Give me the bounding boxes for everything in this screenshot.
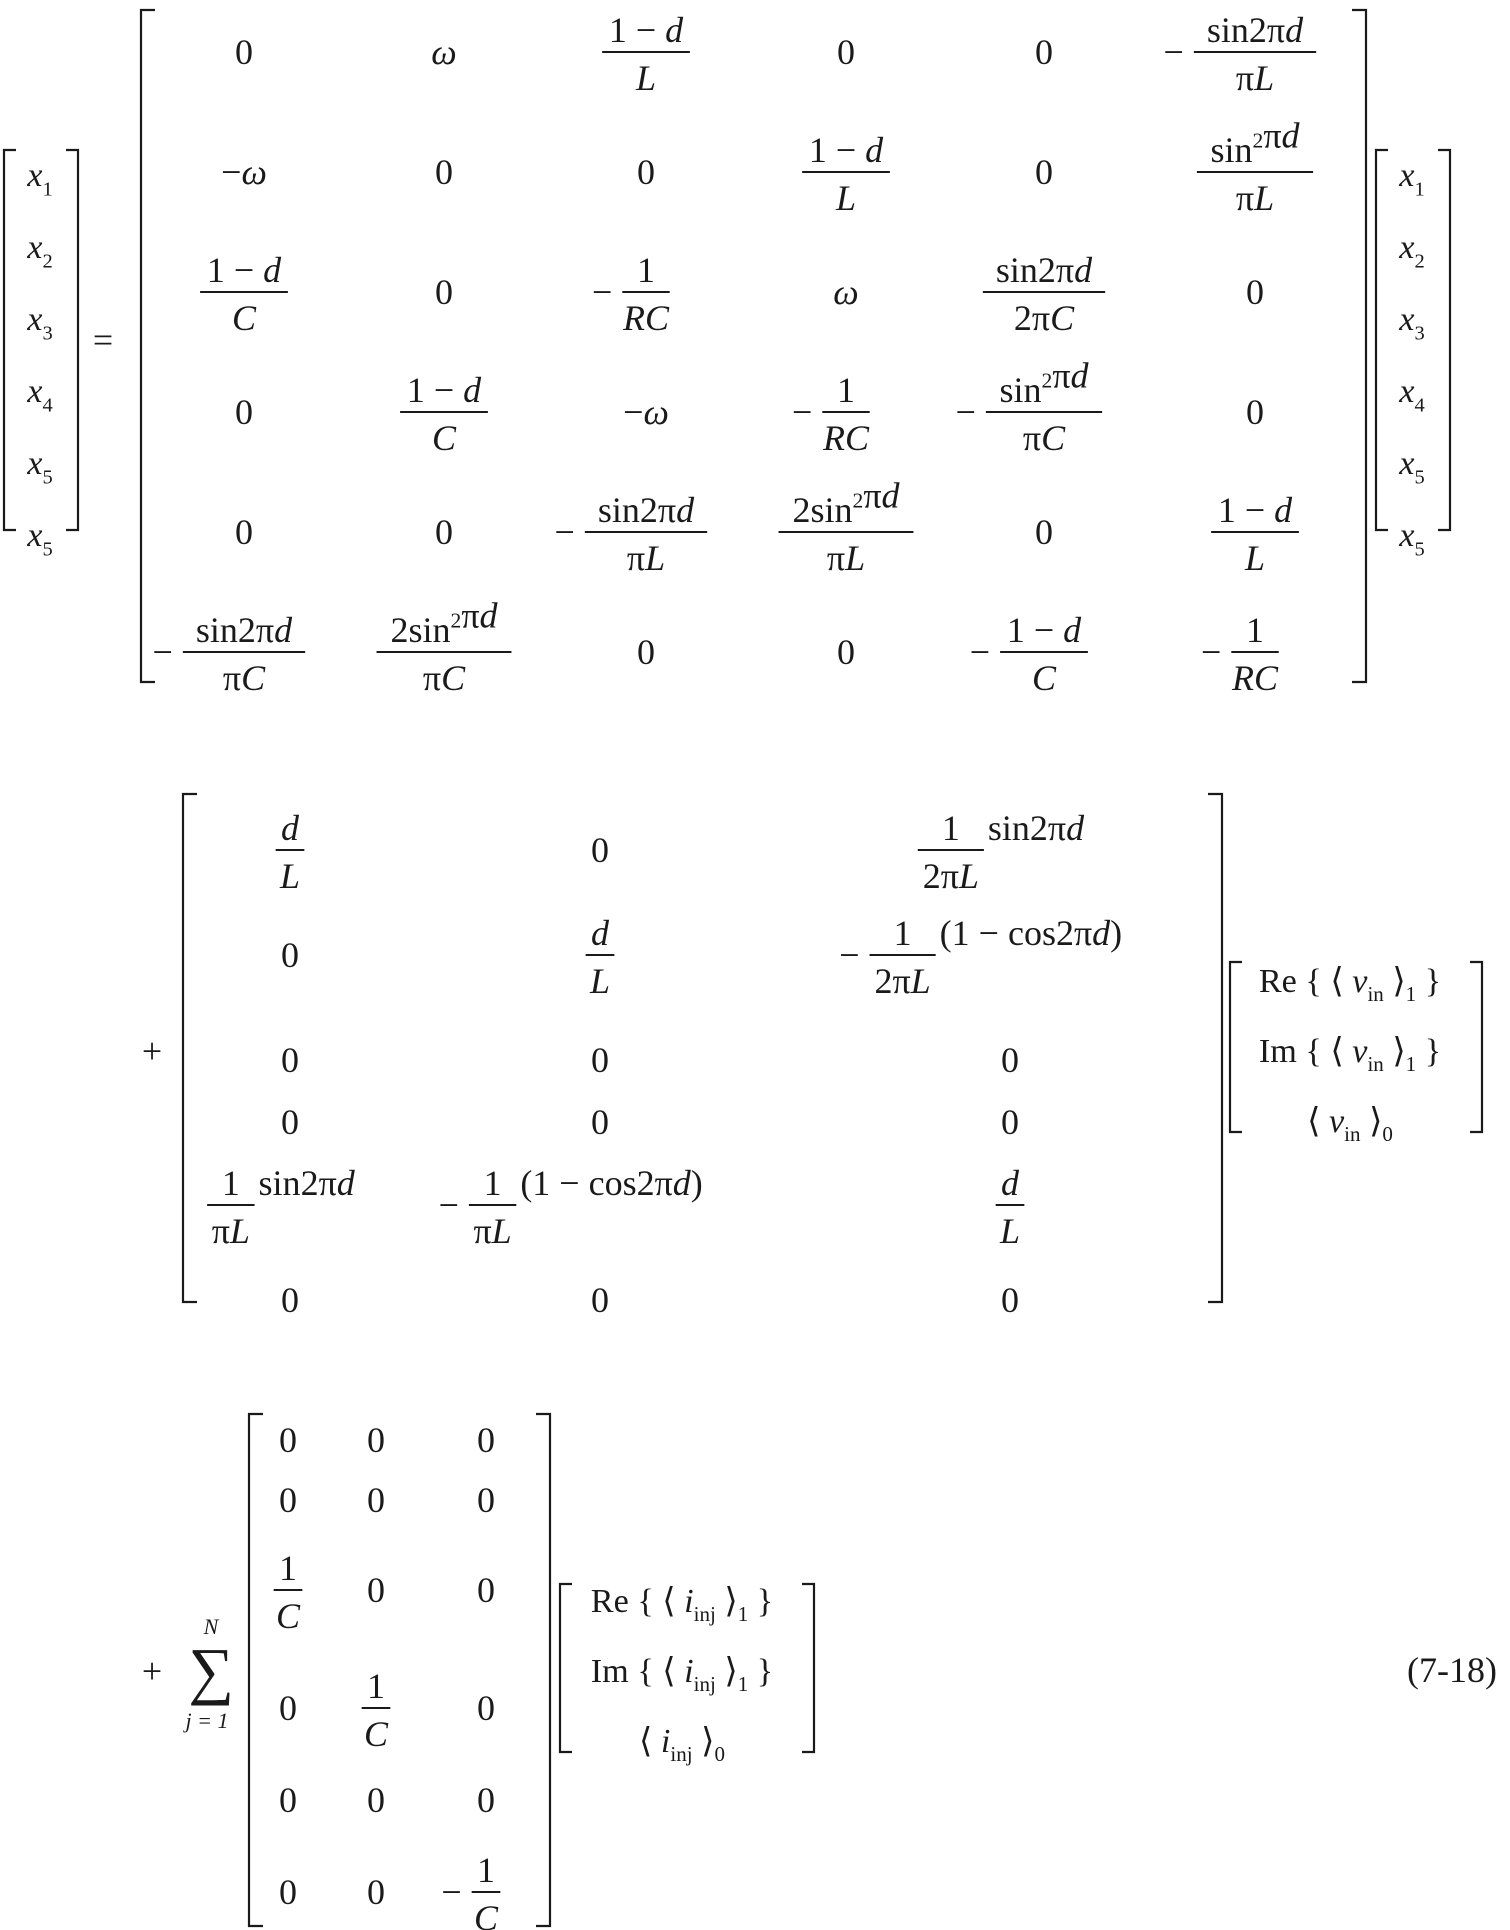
fraction-cell	[1201, 610, 1279, 698]
denominator: RC	[1231, 658, 1279, 698]
summation-operator	[183, 1614, 234, 1733]
numerator: sin2πd	[597, 490, 695, 530]
fraction-cell	[956, 356, 1103, 458]
matrix-cell: 0	[279, 1688, 297, 1728]
fraction-cell	[996, 1163, 1025, 1251]
numerator: $2\sin^2\pi d$	[792, 475, 900, 530]
denominator: 2πC	[1013, 298, 1075, 338]
numerator: 1	[367, 1666, 385, 1706]
left-bracket	[4, 150, 16, 530]
summation-upper-limit: N	[203, 1614, 219, 1639]
fraction-cell	[802, 130, 890, 218]
denominator: L	[635, 58, 657, 98]
matrix-cell: 0	[1246, 392, 1264, 432]
denominator: πC	[222, 658, 266, 698]
fraction-cell	[602, 10, 690, 98]
equals-sign: =	[92, 320, 114, 360]
left-bracket	[1376, 150, 1388, 530]
matrix-cell: 0	[235, 392, 253, 432]
fraction-cell	[362, 1666, 391, 1754]
matrix-cell: 0	[235, 32, 253, 72]
fraction-sign: −	[152, 632, 173, 672]
denominator: πL	[473, 1211, 512, 1251]
input-vector-entry: Im { ⟨ $v_{in}$ $⟩_1$ }	[1258, 1033, 1442, 1076]
fraction-cell	[400, 370, 488, 458]
fraction-cell	[592, 250, 670, 338]
numerator: 1	[221, 1163, 240, 1203]
right-bracket	[1438, 150, 1450, 530]
fraction-tail: (1 − cos2πd)	[520, 1163, 703, 1203]
fraction-sign: −	[554, 512, 575, 552]
denominator: C	[431, 418, 457, 458]
denominator: πC	[422, 658, 466, 698]
numerator: $\sin^2\pi d$	[999, 355, 1089, 410]
denominator: L	[835, 178, 857, 218]
vector-entry: $x_5$	[1399, 445, 1425, 489]
matrix-cell: 0	[281, 935, 299, 975]
matrix-cell: 0	[477, 1570, 495, 1610]
summation-lower-limit: j = 1	[185, 1708, 229, 1733]
fraction-cell	[983, 250, 1105, 338]
matrix-cell: 0	[435, 272, 453, 312]
input-vector-vin	[1230, 962, 1482, 1146]
denominator: πC	[1022, 418, 1066, 458]
matrix-a	[141, 10, 1366, 698]
numerator: 1	[483, 1163, 502, 1203]
matrix-cell: 0	[477, 1780, 495, 1820]
matrix-cell: ω	[833, 272, 859, 312]
fraction-tail: (1 − cos2πd)	[939, 913, 1123, 953]
denominator: L	[1244, 538, 1266, 578]
right-bracket	[802, 1584, 814, 1752]
input-vector-entry: ⟨ $v_{in}$ $⟩_0$	[1307, 1103, 1393, 1146]
denominator: 2πL	[922, 856, 979, 896]
matrix-cell: 0	[279, 1780, 297, 1820]
fraction-sign: −	[969, 632, 991, 672]
vector-entry: $x_4$	[1399, 373, 1425, 417]
matrix-cell: 0	[435, 152, 453, 192]
numerator: 1	[279, 1548, 297, 1588]
matrix-cell: 0	[235, 512, 253, 552]
vector-entry: $x_2$	[27, 229, 53, 273]
numerator: 1 − d	[406, 370, 482, 410]
denominator: C	[275, 1596, 301, 1636]
matrix-cell: 0	[1035, 512, 1053, 552]
fraction-cell	[200, 250, 288, 338]
right-bracket	[1208, 794, 1222, 1302]
vector-entry: $x_5$	[27, 517, 53, 561]
fraction-sign: −	[591, 272, 613, 312]
numerator: 1	[477, 1850, 495, 1890]
numerator: d	[281, 808, 299, 848]
vector-entry: $x_4$	[27, 373, 53, 417]
denominator: C	[363, 1714, 389, 1754]
matrix-cell: 0	[1001, 1040, 1019, 1080]
fraction-cell	[1211, 490, 1299, 578]
input-vector-entry: ⟨ $i_{inj}$ $⟩_0$	[639, 1723, 725, 1766]
vector-entry: $x_3$	[1399, 301, 1425, 345]
denominator: L	[589, 961, 611, 1001]
vector-entry: $x_3$	[27, 301, 53, 345]
fraction-sign: −	[1163, 32, 1184, 72]
left-bracket	[560, 1584, 572, 1752]
fraction-sign: −	[955, 392, 976, 432]
input-vector-entry: Im { ⟨ $i_{inj}$ $⟩_1$ }	[590, 1653, 774, 1696]
matrix-cell: 0	[367, 1570, 385, 1610]
fraction-cell	[276, 808, 305, 896]
numerator: 1 − d	[1006, 610, 1082, 650]
denominator: πL	[211, 1211, 250, 1251]
denominator: πL	[826, 538, 866, 578]
vector-entry: $x_1$	[27, 157, 53, 201]
plus-sign-injection-term: +	[141, 1651, 163, 1691]
fraction-sign: −	[438, 1185, 459, 1225]
fraction-sign: −	[441, 1872, 462, 1912]
fraction-cell	[918, 808, 984, 896]
denominator: C	[231, 298, 257, 338]
numerator: 1	[637, 250, 655, 290]
fraction-cell	[586, 913, 615, 1001]
denominator: πL	[1235, 58, 1275, 98]
matrix-cell: 0	[591, 830, 609, 870]
matrix-cell: 0	[435, 512, 453, 552]
numerator: $\sin^2\pi d$	[1210, 115, 1300, 170]
matrix-b	[183, 794, 1222, 1320]
plus-sign-input-term: +	[141, 1031, 163, 1071]
denominator: L	[279, 856, 301, 896]
numerator: 1	[837, 370, 855, 410]
matrix-cell: 0	[281, 1040, 299, 1080]
denominator: C	[1031, 658, 1057, 698]
fraction-cell	[1197, 116, 1313, 218]
matrix-cell: 0	[281, 1280, 299, 1320]
numerator: 1 − d	[608, 10, 684, 50]
matrix-cell: −ω	[221, 152, 267, 192]
matrix-cell: 0	[1035, 152, 1053, 192]
fraction-sign: −	[791, 392, 813, 432]
matrix-d	[249, 1414, 550, 1930]
matrix-cell: 0	[637, 152, 655, 192]
numerator: d	[1001, 1163, 1019, 1203]
numerator: sin2πd	[1206, 10, 1304, 50]
left-bracket	[141, 10, 155, 682]
right-bracket	[1352, 10, 1366, 682]
matrix-cell: 0	[281, 1102, 299, 1142]
fraction-cell	[377, 596, 512, 698]
left-bracket	[1230, 962, 1242, 1132]
matrix-cell: 0	[367, 1420, 385, 1460]
matrix-cell: 0	[477, 1480, 495, 1520]
fraction-sign: −	[1200, 632, 1222, 672]
fraction-cell	[1164, 10, 1317, 98]
fraction-cell	[779, 476, 914, 578]
numerator: sin2πd	[995, 250, 1093, 290]
matrix-cell: 0	[279, 1420, 297, 1460]
fraction-cell	[555, 490, 708, 578]
fraction-cell	[792, 370, 870, 458]
fraction-cell	[441, 1850, 500, 1930]
vector-entry: $x_2$	[1399, 229, 1425, 273]
matrix-cell: 0	[477, 1688, 495, 1728]
matrix-cell: 0	[367, 1480, 385, 1520]
matrix-cell: 0	[837, 632, 855, 672]
denominator: πL	[626, 538, 666, 578]
vector-entry: $x_5$	[1399, 517, 1425, 561]
lhs-state-vector	[4, 150, 78, 561]
input-vector-entry: Re { ⟨ $i_{inj}$ $⟩_1$ }	[590, 1583, 774, 1626]
denominator: RC	[622, 298, 670, 338]
numerator: 1	[893, 913, 912, 953]
vector-entry: $x_1$	[1399, 157, 1425, 201]
vector-entry: $x_5$	[27, 445, 53, 489]
fraction-cell	[970, 610, 1088, 698]
denominator: C	[473, 1898, 499, 1930]
matrix-cell: 0	[591, 1040, 609, 1080]
fraction-tail: sin2πd	[258, 1163, 355, 1203]
matrix-cell: 0	[1001, 1280, 1019, 1320]
rhs-state-vector	[1376, 150, 1450, 561]
numerator: 1 − d	[206, 250, 282, 290]
matrix-cell: 0	[1035, 32, 1053, 72]
right-bracket	[536, 1414, 550, 1926]
denominator: L	[999, 1211, 1021, 1251]
numerator: 1 − d	[808, 130, 884, 170]
matrix-cell: ω	[431, 32, 457, 72]
matrix-cell: 0	[477, 1420, 495, 1460]
fraction-tail: sin2πd	[987, 808, 1085, 848]
matrix-cell: 0	[591, 1280, 609, 1320]
numerator: sin2πd	[195, 610, 293, 650]
denominator: RC	[822, 418, 870, 458]
matrix-cell: 0	[367, 1872, 385, 1912]
fraction-cell	[207, 1163, 254, 1251]
denominator: πL	[1235, 178, 1275, 218]
fraction-cell	[439, 1163, 517, 1251]
input-vector-iinj	[560, 1583, 814, 1766]
numerator: 1	[1246, 610, 1264, 650]
left-bracket	[249, 1414, 263, 1926]
equation-number: (7-18)	[1407, 1650, 1497, 1690]
fraction-cell	[274, 1548, 303, 1636]
matrix-cell: 0	[1001, 1102, 1019, 1142]
matrix-cell: 0	[1246, 272, 1264, 312]
matrix-cell: 0	[637, 632, 655, 672]
matrix-cell: 0	[837, 32, 855, 72]
matrix-cell: 0	[279, 1872, 297, 1912]
matrix-cell: −ω	[623, 392, 669, 432]
matrix-cell: 0	[367, 1780, 385, 1820]
matrix-cell: 0	[279, 1480, 297, 1520]
numerator: 1	[941, 808, 960, 848]
denominator: 2πL	[874, 961, 931, 1001]
right-bracket	[66, 150, 78, 530]
fraction-cell	[153, 610, 306, 698]
summation-sign: ∑	[188, 1635, 234, 1706]
matrix-cell: 0	[591, 1102, 609, 1142]
numerator: 1 − d	[1217, 490, 1293, 530]
numerator: d	[591, 913, 609, 953]
right-bracket	[1470, 962, 1482, 1132]
input-vector-entry: Re { ⟨ $v_{in}$ $⟩_1$ }	[1258, 963, 1442, 1006]
left-bracket	[183, 794, 197, 1302]
fraction-sign: −	[839, 935, 860, 975]
numerator: $2\sin^2\pi d$	[390, 595, 498, 650]
fraction-cell	[839, 913, 935, 1001]
